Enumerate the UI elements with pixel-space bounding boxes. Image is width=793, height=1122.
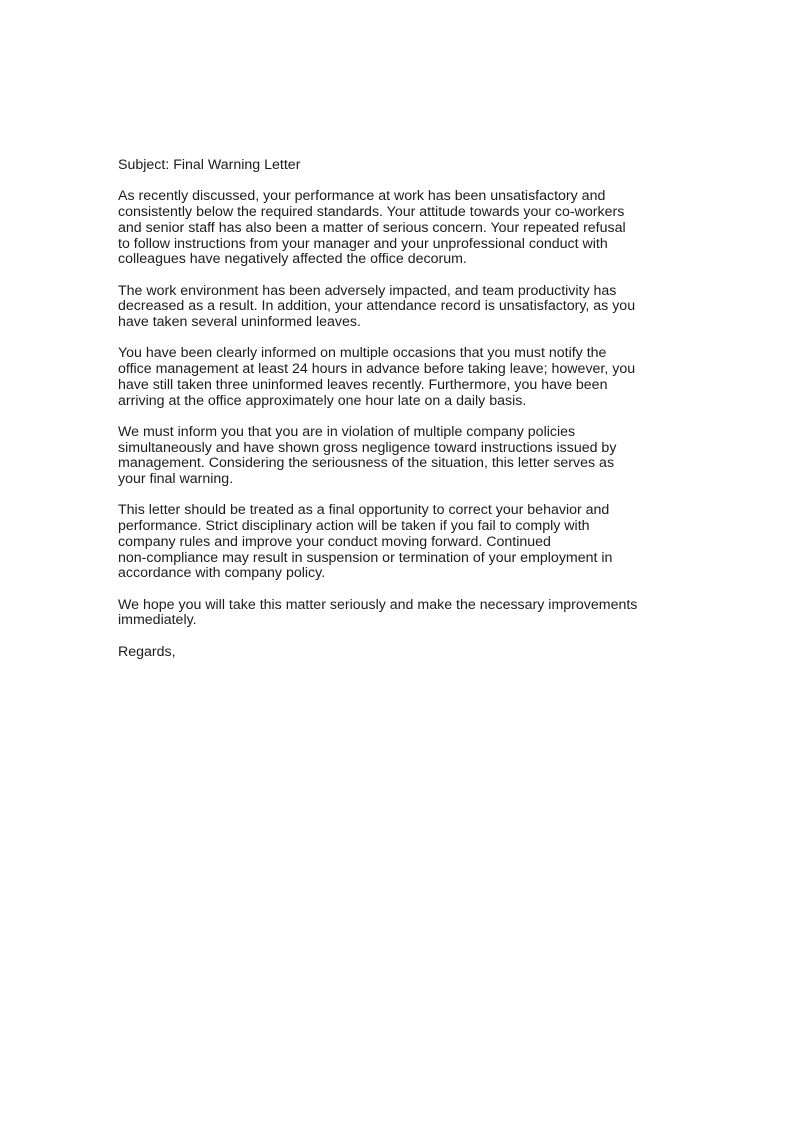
paragraph-policy-violation bbox=[118, 425, 678, 488]
paragraph-line: and senior staff has also been a matter of serious concern. Your repeated refusal bbox=[118, 219, 626, 236]
paragraph-line: non-compliance may result in suspension or termination of your employment in bbox=[118, 549, 613, 566]
paragraph-line: arriving at the office approximately one hour late on a daily basis. bbox=[118, 392, 527, 409]
paragraph-line: have taken several uninformed leaves. bbox=[118, 314, 361, 330]
paragraph-line: simultaneously and have shown gross negligence toward instructions issued by bbox=[118, 439, 617, 456]
paragraph-line: management. Considering the seriousness of the situation, this letter serves as bbox=[118, 455, 615, 472]
paragraph-line: to follow instructions from your manager and your unprofessional conduct with bbox=[118, 235, 608, 252]
paragraph-line: We must inform you that you are in violation of multiple company policies bbox=[118, 423, 576, 440]
paragraph-line: colleagues have negatively affected the office decorum. bbox=[118, 251, 467, 268]
paragraph-line: We hope you will take this matter seriously and make the necessary improvements bbox=[118, 596, 638, 613]
paragraph-line: This letter should be treated as a final opportunity to correct your behavior and bbox=[118, 502, 610, 519]
paragraph-line: your final warning. bbox=[118, 471, 234, 487]
paragraph-line: company rules and improve your conduct moving forward. Continued bbox=[118, 533, 551, 550]
paragraph-leave-notice bbox=[118, 346, 678, 409]
paragraph-line: consistently below the required standards. Your attitude towards your co-workers bbox=[118, 204, 625, 221]
paragraph-line: have still taken three uninformed leaves recently. Furthermore, you have been bbox=[118, 376, 608, 393]
paragraph-line: decreased as a result. In addition, your attendance record is unsatisfactory, as you bbox=[118, 298, 636, 315]
paragraph-closing-request bbox=[118, 598, 678, 629]
paragraph-work-environment bbox=[118, 284, 678, 331]
letter-subject: Subject: Final Warning Letter bbox=[118, 157, 301, 173]
paragraph-line: office management at least 24 hours in advance before taking leave; however, you bbox=[118, 361, 636, 378]
letter-body bbox=[118, 158, 678, 660]
paragraph-line: As recently discussed, your performance at work has been unsatisfactory and bbox=[118, 188, 606, 205]
paragraph-line: accordance with company policy. bbox=[118, 565, 326, 582]
paragraph-line: The work environment has been adversely impacted, and team productivity has bbox=[118, 282, 617, 299]
paragraph-final-opportunity bbox=[118, 503, 678, 582]
paragraph-line: performance. Strict disciplinary action will be taken if you fail to comply with bbox=[118, 518, 590, 535]
letter-closing: Regards, bbox=[118, 643, 176, 660]
paragraph-line: You have been clearly informed on multiple occasions that you must notify the bbox=[118, 345, 607, 362]
paragraph-line: immediately. bbox=[118, 612, 197, 629]
paragraph-performance bbox=[118, 189, 678, 268]
